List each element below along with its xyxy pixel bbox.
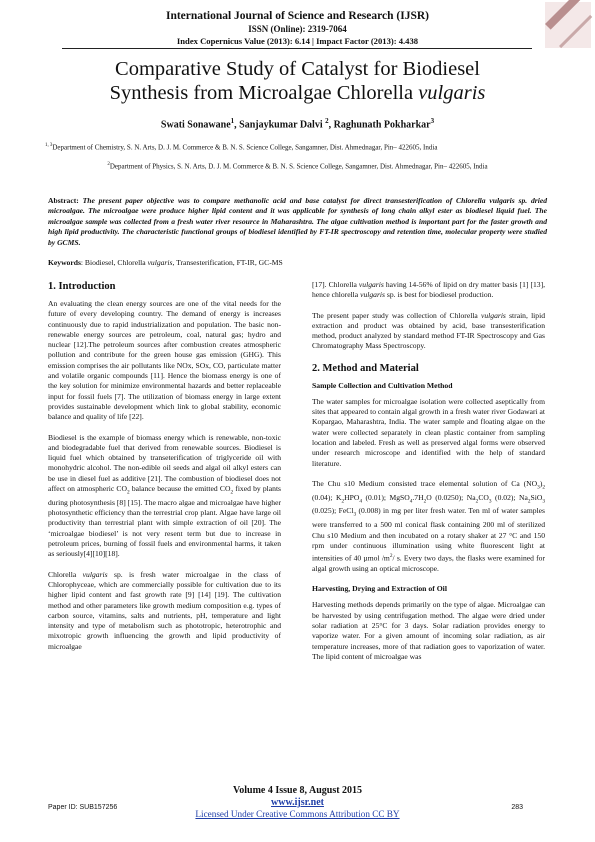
author-3: , Raghunath Pokharkar	[328, 119, 431, 131]
index-values: Index Copernicus Value (2013): 6.14 | Impact Factor (2013): 4.438	[176, 36, 419, 46]
right-paragraph-2	[312, 311, 545, 352]
m-j: SiO	[530, 492, 543, 502]
r2-b: strain, lipid extraction and product was obtained by acid, base transesterification method, product analyzed by standard method FT-IR Spectroscopy and Gas Chromatography Mass Spectroscopy.	[312, 310, 545, 351]
m-s1: 3	[537, 484, 540, 491]
author-2-sup: 2	[325, 117, 329, 125]
paper-title	[40, 57, 555, 105]
heading-sample-collection: Sample Collection and Cultivation Method	[312, 380, 453, 390]
m-h: CO	[478, 492, 489, 502]
m-sup: 2	[389, 553, 393, 560]
r1-a: [17]. Chlorella	[312, 280, 359, 289]
intro-paragraph-3	[48, 570, 281, 652]
author-1-sup: 1	[230, 117, 235, 125]
p2-part-c: fixed by plants during photosynthesis [8] [15]. The macro algae and microalgae have higher photosynthetic efficiency than the terrestrial crop plant. Algae have large oil productivity than terrestrial plant with simple extraction of oil [20]. The ‘microalgae biodiesel’ is not very resent term but due to increase in petroleum prices, burning of fossil fuels and environmental harms, it taken as seriously[4][10][18].	[48, 484, 282, 559]
author-1: Swati Sonawane	[160, 119, 231, 131]
issn: ISSN (Online): 2319-7064	[248, 24, 347, 34]
authors	[0, 117, 595, 130]
author-2: , Sanjaykumar Dalvi	[234, 119, 326, 131]
affiliation-1-text: Department of Chemistry, S. N. Arts, D. J. M. Commerce & B. N. S. Science College, Sangamner, Dist. Ahmednagar, Pin– 422605, India	[52, 143, 438, 152]
abstract-label: Abstract:	[48, 196, 79, 205]
p3-part-b: sp. is fresh water microalgae in the class of Chlorophyceae, which are commercially possible for cultivation due to its higher lipid content and fast growth rate [9] [14] [19]. The cultivation method and other parameters like growth medium composition e.g. types of carbon source, vitamins, salts and nutrients, pH, temperature and light intensity and type of metabolism such as phototropic, heterotrophic and mixotropic growth influencing the growth and lipid productivity of microalgae	[48, 569, 281, 651]
abstract	[48, 196, 547, 248]
p2-part-a: Biodiesel is the example of biomass energy which is renewable, non-toxic and biodegradable fuel that derived from renewable sources. Biodiesel is liquid fuel which obtained by transeterification of triglyceride oil with monohydric alcohol. The non-edible oil seeds and algal oil alkyl esters can be use in diesel fuel as additive [21]. The combustion of biodiesel does not affect on atmospheric CO	[48, 432, 281, 494]
r1-c: sp. is best for biodiesel production.	[384, 290, 494, 300]
header-rule	[62, 48, 532, 49]
m-s8: 3	[488, 498, 492, 505]
author-3-sup: 3	[430, 117, 435, 125]
keywords-text-c: , Transesterification, FT-IR, GC-MS	[172, 258, 283, 267]
affiliation-1-sup: 1, 3	[45, 143, 53, 148]
affiliation-1	[45, 141, 550, 152]
m-g: O (0.0250); Na	[426, 492, 476, 502]
sample-paragraph: The water samples for microalgae isolation were collected aseptically from sites that appeared to contain algal growth in a fresh water river Godawari at Kopargao, Maharashtra, India. The water sample and floating algae on the water were collected separately in clean plastic container from sampling location and labeled. Fresh as well as preserved algal forms were observed under research microscope and identified with the help of standard literature.	[312, 396, 545, 468]
abstract-text: The present paper objective was to compare methanolic acid and base catalyst for direct transesterification of Chlorella vulgaris sp. dried microalgae. The microalgae were produce higher lipid content and it was applicable for synthesis of long chain alkyl ester as biodiesel liquid fuel. The microalgae sample was collected from a fresh water river resource in Maharashtra. The algae cultivation method is important part for the faster growth and high lipid productivity. The characteristic functional groups of biodiesel identified by FT-IR spectroscopy and retention time, molecular property were studied by GCMS.	[48, 196, 547, 247]
footer-journal-link[interactable]: www.ijsr.net	[271, 797, 324, 808]
m-s11: 3	[353, 512, 357, 518]
m-m: / s. Every two days, the flasks were examined for algal growth using an optical microscope.	[312, 553, 545, 574]
m-s7: 2	[475, 498, 479, 505]
page-number: 283	[511, 804, 523, 811]
p2-part-b: balance because the emitted CO	[129, 484, 231, 494]
m-d: HPO	[344, 492, 360, 502]
m-s4: 4	[359, 498, 362, 505]
p2-sub-2: 2	[230, 489, 234, 496]
title-line-2: Synthesis from Microalgae Chlorella	[109, 82, 419, 104]
r2-a: The present paper study was collection of Chlorella	[312, 310, 481, 320]
m-b: )	[539, 478, 543, 488]
left-column	[48, 280, 281, 662]
keywords-italic: vulgaris	[147, 258, 173, 267]
r2-italic: vulgaris	[481, 310, 506, 320]
affiliation-2	[50, 160, 545, 171]
p2-sub-1: 2	[126, 489, 130, 496]
intro-paragraph-1: An evaluating the clean energy sources are one of the vital needs for the future of every developing country. The demand of energy is increases continuously due to rapid industrialization and population. The basic non-renewable energy sources are petroleum, coal, natural gas; hydro and nuclear [12].The petroleum sources after combustion creates atmospheric pollution and contribute for the green house gas emission (GHG). This emission comprises the air pollutants like NOx, SOx, CO, particulate matter and volatile organic compounds [11]. Hence the biomass energy is one of the key solution for minimize environmental hazards and better replaceable input for fossil fuels [7]. The utilization of biomass energy in large extent provides sustainable development which link to global stability, economic balance and quality of life [22].	[48, 299, 281, 422]
footer-volume: Volume 4 Issue 8, August 2015	[232, 785, 363, 796]
r1-italic-2: vulgaris	[360, 290, 385, 300]
paper-id: Paper ID: SUB157256	[48, 804, 118, 811]
heading-introduction: 1. Introduction	[48, 281, 116, 292]
keywords	[48, 258, 547, 267]
m-s9: 2	[527, 498, 531, 505]
right-column	[312, 280, 545, 672]
m-k: (0.025); FeCl	[312, 506, 354, 516]
harvesting-paragraph: Harvesting methods depends primarily on the type of algae. Microalgae can be harvested by using centrifugation method. The algae were dried under solar radiation at 25°C for 3 days. Solar radiation provides energy to vaporize water. For a given amount of incoming solar radiation, as air temperature increases, more of that radiation goes to vaporization of water. The lipid content of microalgae was	[312, 600, 545, 661]
heading-harvesting: Harvesting, Drying and Extraction of Oil	[312, 584, 447, 594]
intro-paragraph-2	[48, 433, 281, 560]
title-line-1: Comparative Study of Catalyst for Biodiesel	[115, 58, 480, 80]
title-italic: vulgaris	[418, 82, 486, 104]
footer-license-link[interactable]: Licensed Under Creative Commons Attribution CC BY	[195, 809, 400, 819]
m-e: (0.01); MgSO	[361, 492, 410, 502]
m-c: (0.04); K	[312, 492, 342, 502]
m-l: (0.008) in mg per liter fresh water. Ten ml of water samples were transferred to a 500 ml conical flask containing 200 ml of sterilized Chu s10 Medium and then incubated on a rotary shaker at 27 °C and 150 rpm under continuous illumination using white fluorescent light at intensities of 40 µmol /m	[312, 506, 545, 563]
keywords-text-a: : Biodiesel, Chlorella	[80, 258, 148, 267]
keywords-label: Keywords	[48, 258, 81, 267]
m-s6: 2	[423, 498, 427, 505]
r1-italic: vulgaris	[358, 280, 384, 289]
m-s2: 2	[542, 484, 545, 491]
heading-method: 2. Method and Material	[312, 362, 419, 374]
m-s10: 3	[542, 498, 546, 505]
m-i: (0.02); Na	[491, 492, 528, 502]
m-s5: 4	[409, 498, 413, 505]
r1-b: having 14-56% of lipid on dry matter basis [1] [13], hence chlorella	[312, 280, 545, 300]
journal-name: International Journal of Science and Research (IJSR)	[165, 10, 429, 22]
m-a: The Chu s10 Medium consisted trace elemental solution of Ca (NO	[312, 478, 538, 488]
medium-paragraph	[312, 479, 545, 574]
p3-part-a: Chlorella	[48, 569, 83, 579]
m-f: .7H	[412, 492, 424, 502]
right-paragraph-1	[312, 280, 545, 301]
p3-italic: vulgaris	[82, 569, 108, 579]
m-s3: 2	[341, 498, 345, 505]
affiliation-2-text: Department of Physics, S. N. Arts, D. J. M. Commerce & B. N. S. Science College, Sangamner, Dist. Ahmednagar, Pin– 422605, India	[109, 162, 488, 171]
affiliation-2-sup: 2	[107, 162, 110, 167]
